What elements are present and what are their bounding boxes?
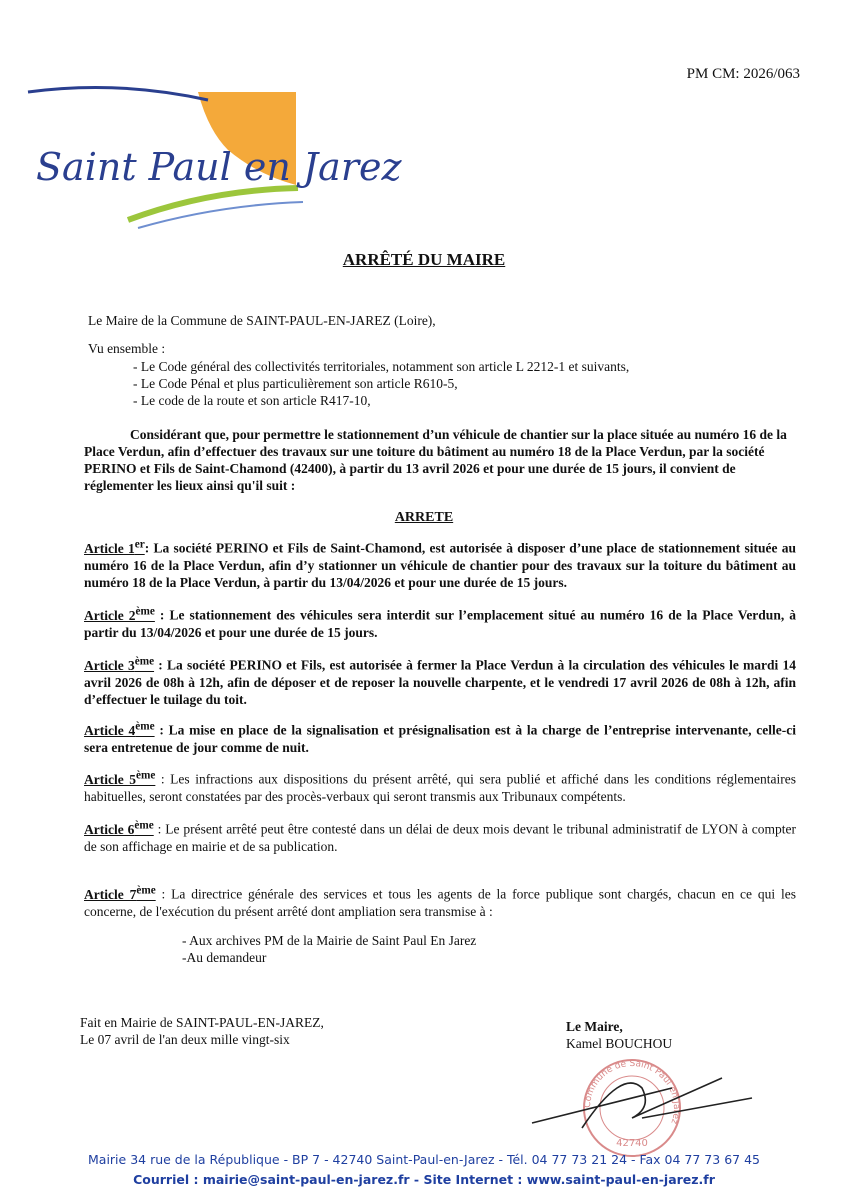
signature-stroke <box>532 1078 752 1128</box>
intro-text: Le Maire de la Commune de SAINT-PAUL-EN-JAREZ (Loire), <box>88 313 436 328</box>
footer-address: Mairie 34 rue de la République - BP 7 - 42740 Saint-Paul-en-Jarez - Tél. 04 77 73 21 24 - Fax 04 77 73 67 45 <box>88 1152 760 1167</box>
signature-and-stamp <box>522 1048 762 1158</box>
signatory-name: Kamel BOUCHOU <box>566 1036 673 1051</box>
fait-line-1: Fait en Mairie de SAINT-PAUL-EN-JAREZ, <box>80 1015 324 1030</box>
vu-ensemble-label: Vu ensemble : <box>88 341 166 356</box>
article-1: Article 1er: La société PERINO et Fils de Saint-Chamond, est autorisée à disposer d’une place de stationnement située au numéro 16 de la Place Verdun, afin d’y stationner un véhicule de chantier pour des travaux sur la toiture du bâtiment au numéro 18 de la Place Verdun, à partir du 13/04/2026 et pour une durée de 15 jours. <box>84 538 796 590</box>
article-text: La mise en place de la signalisation et présignalisation est à la charge de l’entreprise intervenante, celle-ci sera entretenue de jour comme de nuit. <box>84 722 796 755</box>
article-2: Article 2ème : Le stationnement des véhicules sera interdit sur l’emplacement situé au numéro 16 de la Place Verdun, à partir du 13/04/2026 et pour une durée de 15 jours. <box>84 605 796 640</box>
ampliation-list <box>182 932 476 966</box>
vu-ensemble-list <box>133 358 629 409</box>
page-title: ARRÊTÉ DU MAIRE <box>342 250 506 269</box>
fait-en-mairie <box>80 1014 324 1048</box>
list-item: -Au demandeur <box>182 950 267 965</box>
article-text: La société PERINO et Fils de Saint-Chamond, est autorisée à disposer d’une place de stationnement située au numéro 16 de la Place Verdun, afin d’y stationner un véhicule de chantier pour des travaux sur la toiture du bâtiment au numéro 18 de la Place Verdun, à partir du 13/04/2026 et pour une durée de 15 jours. <box>84 540 796 590</box>
email-link[interactable]: mairie@saint-paul-en-jarez.fr <box>202 1172 410 1187</box>
article-text: La société PERINO et Fils, est autorisée à fermer la Place Verdun à la circulation des véhicules le mardi 14 avril 2026 de 08h à 12h, afin de déposer et de reposer la nouvelle charpente, et le vendredi 17 avril 2026 de 08h à 12h, afin d’effectuer le tuilage du toit. <box>84 657 797 707</box>
article-text: Les infractions aux dispositions du présent arrêté, qui sera publié et affiché dans les conditions réglementaires habituelles, seront constatées par des procès-verbaux qui seront transmis aux Tribunaux compétents. <box>84 771 796 804</box>
footer-contact: Courriel : mairie@saint-paul-en-jarez.fr - Site Internet : www.saint-paul-en-jarez.fr <box>133 1172 715 1187</box>
article-5: Article 5ème : Les infractions aux dispositions du présent arrêté, qui sera publié et affiché dans les conditions réglementaires habituelles, seront constatées par des procès-verbaux qui seront transmis aux Tribunaux compétents. <box>84 769 796 804</box>
list-item: - Le Code général des collectivités territoriales, notamment son article L 2212-1 et suivants, <box>133 359 630 374</box>
list-item: - Le Code Pénal et plus particulièrement son article R610-5, <box>133 376 458 391</box>
reference-number: PM CM: 2026/063 <box>686 66 800 82</box>
fait-line-2: Le 07 avril de l'an deux mille vingt-six <box>80 1032 290 1047</box>
list-item: - Aux archives PM de la Mairie de Saint Paul En Jarez <box>182 933 477 948</box>
article-label: Article 2ème <box>84 605 155 623</box>
arrete-heading: ARRETE <box>394 510 454 525</box>
article-4: Article 4ème : La mise en place de la signalisation et présignalisation est à la charge de l’entreprise intervenante, celle-ci sera entretenue de jour comme de nuit. <box>84 720 796 755</box>
considerant-paragraph: Considérant que, pour permettre le stationnement d’un véhicule de chantier sur la place située au numéro 16 de la Place Verdun, afin d’effectuer des travaux sur une toiture du bâtiment au numéro 18 de la Place Verdun, par la société PERINO et Fils de Saint-Chamond (42400), à partir du 13 avril 2026 et pour une durée de 15 jours, il convient de réglementer les lieux ainsi qu'il suit : <box>84 427 787 493</box>
commune-logo <box>28 80 402 230</box>
article-text: Le stationnement des véhicules sera interdit sur l’emplacement situé au numéro 16 de la Place Verdun, à partir du 13/04/2026 et pour une durée de 15 jours. <box>84 607 796 640</box>
article-label: Article 3ème <box>84 655 155 673</box>
logo-text: Saint Paul en Jarez <box>36 145 402 189</box>
article-label: Article 6ème <box>84 819 154 837</box>
article-label: Article 4ème <box>84 720 155 738</box>
list-item: - Le code de la route et son article R417-10, <box>133 393 371 408</box>
signatory-role: Le Maire, <box>566 1019 623 1034</box>
stamp-code: 42740 <box>616 1138 648 1149</box>
article-6: Article 6ème : Le présent arrêté peut être contesté dans un délai de deux mois devant le tribunal administratif de LYON à compter de son affichage en mairie et de sa publication. <box>84 819 796 854</box>
article-text: La directrice générale des services et tous les agents de la force publique sont chargés, chacun en ce qui les concerne, de l'exécution du présent arrêté dont ampliation sera transmise à : <box>84 886 796 919</box>
article-7: Article 7ème : La directrice générale des services et tous les agents de la force publique sont chargés, chacun en ce qui les concerne, de l'exécution du présent arrêté dont ampliation sera transmise à : <box>84 884 796 919</box>
website-link[interactable]: www.saint-paul-en-jarez.fr <box>526 1172 715 1187</box>
article-label: Article 5ème <box>84 769 156 787</box>
article-label: Article 1er <box>84 538 145 556</box>
article-text: Le présent arrêté peut être contesté dans un délai de deux mois devant le tribunal administratif de LYON à compter de son affichage en mairie et de sa publication. <box>84 821 796 854</box>
logo-blue-swoosh <box>28 88 208 101</box>
article-3: Article 3ème : La société PERINO et Fils, est autorisée à fermer la Place Verdun à la circulation des véhicules le mardi 14 avril 2026 de 08h à 12h, afin de déposer et de reposer la nouvelle charpente, et le vendredi 17 avril 2026 de 08h à 12h, afin d’effectuer le tuilage du toit. <box>84 655 797 707</box>
signatory <box>566 1018 672 1052</box>
footer <box>0 1150 848 1190</box>
stamp-text: Commune de Saint Paul en Jarez <box>582 1058 682 1126</box>
article-label: Article 7ème <box>84 884 156 902</box>
